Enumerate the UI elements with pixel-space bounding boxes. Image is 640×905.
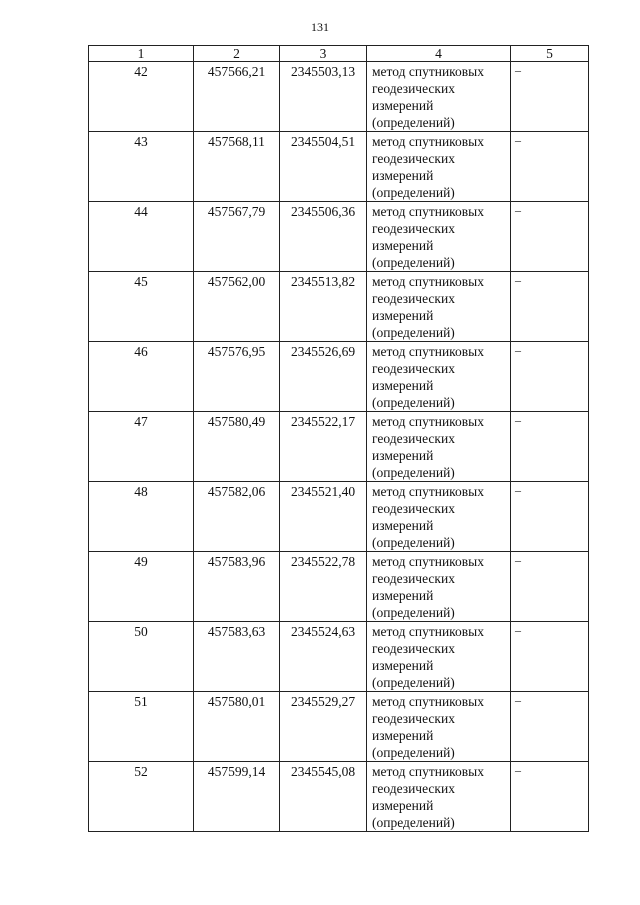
table-row: [89, 482, 589, 552]
y-coordinate-cell: 2345526,69: [280, 342, 367, 412]
table-row: [89, 342, 589, 412]
method-line: метод спутниковых: [372, 414, 484, 429]
method-line: метод спутниковых: [372, 484, 484, 499]
table-row: [89, 762, 589, 832]
method-cell: [367, 552, 511, 622]
point-number-cell: 48: [89, 482, 194, 552]
method-line: геодезических: [372, 431, 455, 446]
method-cell: [367, 622, 511, 692]
method-line: геодезических: [372, 571, 455, 586]
note-cell: [511, 272, 589, 342]
column-header-1: 1: [89, 46, 194, 62]
method-line: геодезических: [372, 361, 455, 376]
note-cell: [511, 482, 589, 552]
method-line: метод спутниковых: [372, 64, 484, 79]
table-header-row: [89, 46, 589, 62]
method-cell: [367, 62, 511, 132]
method-line: геодезических: [372, 291, 455, 306]
column-header-4: 4: [367, 46, 511, 62]
y-coordinate-cell: 2345504,51: [280, 132, 367, 202]
note-cell: [511, 692, 589, 762]
point-number-cell: 42: [89, 62, 194, 132]
method-cell: [367, 132, 511, 202]
method-line: (определений): [372, 185, 455, 200]
table-row: [89, 412, 589, 482]
method-line: (определений): [372, 325, 455, 340]
method-cell: [367, 202, 511, 272]
method-line: метод спутниковых: [372, 624, 484, 639]
y-coordinate-cell: 2345513,82: [280, 272, 367, 342]
y-coordinate-cell: 2345545,08: [280, 762, 367, 832]
x-coordinate-cell: 457580,49: [194, 412, 280, 482]
note-cell: [511, 202, 589, 272]
method-cell: [367, 692, 511, 762]
method-line: метод спутниковых: [372, 764, 484, 779]
column-header-2: 2: [194, 46, 280, 62]
x-coordinate-cell: 457576,95: [194, 342, 280, 412]
x-coordinate-cell: 457582,06: [194, 482, 280, 552]
method-line: метод спутниковых: [372, 134, 484, 149]
method-line: метод спутниковых: [372, 694, 484, 709]
x-coordinate-cell: 457583,63: [194, 622, 280, 692]
method-line: метод спутниковых: [372, 274, 484, 289]
method-line: (определений): [372, 675, 455, 690]
y-coordinate-cell: 2345522,17: [280, 412, 367, 482]
method-line: геодезических: [372, 81, 455, 96]
method-line: (определений): [372, 395, 455, 410]
x-coordinate-cell: 457562,00: [194, 272, 280, 342]
method-line: геодезических: [372, 221, 455, 236]
method-line: (определений): [372, 535, 455, 550]
method-line: геодезических: [372, 151, 455, 166]
method-line: (определений): [372, 605, 455, 620]
column-header-3: 3: [280, 46, 367, 62]
note-cell: [511, 622, 589, 692]
x-coordinate-cell: 457567,79: [194, 202, 280, 272]
x-coordinate-cell: 457580,01: [194, 692, 280, 762]
method-line: геодезических: [372, 711, 455, 726]
table-row: [89, 622, 589, 692]
x-coordinate-cell: 457568,11: [194, 132, 280, 202]
table-row: [89, 132, 589, 202]
coordinates-table: [88, 45, 589, 832]
table-row: [89, 552, 589, 622]
method-line: измерений: [372, 518, 434, 533]
point-number-cell: 45: [89, 272, 194, 342]
method-cell: [367, 272, 511, 342]
table-row: [89, 62, 589, 132]
y-coordinate-cell: 2345522,78: [280, 552, 367, 622]
note-dash: –: [515, 413, 521, 427]
point-number-cell: 52: [89, 762, 194, 832]
column-header-5: 5: [511, 46, 589, 62]
note-dash: –: [515, 483, 521, 497]
method-line: метод спутниковых: [372, 204, 484, 219]
method-line: (определений): [372, 815, 455, 830]
point-number-cell: 44: [89, 202, 194, 272]
method-line: метод спутниковых: [372, 344, 484, 359]
method-line: геодезических: [372, 781, 455, 796]
note-dash: –: [515, 343, 521, 357]
method-cell: [367, 412, 511, 482]
note-cell: [511, 762, 589, 832]
method-line: геодезических: [372, 501, 455, 516]
method-cell: [367, 762, 511, 832]
method-line: измерений: [372, 448, 434, 463]
note-dash: –: [515, 693, 521, 707]
table-body: [89, 62, 589, 832]
y-coordinate-cell: 2345503,13: [280, 62, 367, 132]
method-line: измерений: [372, 98, 434, 113]
table-row: [89, 692, 589, 762]
note-dash: –: [515, 133, 521, 147]
note-cell: [511, 342, 589, 412]
method-line: геодезических: [372, 641, 455, 656]
note-cell: [511, 62, 589, 132]
y-coordinate-cell: 2345521,40: [280, 482, 367, 552]
method-line: измерений: [372, 658, 434, 673]
point-number-cell: 43: [89, 132, 194, 202]
page-number: 131: [311, 20, 329, 34]
method-cell: [367, 482, 511, 552]
note-dash: –: [515, 763, 521, 777]
method-line: измерений: [372, 798, 434, 813]
method-line: (определений): [372, 255, 455, 270]
x-coordinate-cell: 457566,21: [194, 62, 280, 132]
y-coordinate-cell: 2345524,63: [280, 622, 367, 692]
y-coordinate-cell: 2345506,36: [280, 202, 367, 272]
note-cell: [511, 552, 589, 622]
method-line: (определений): [372, 745, 455, 760]
point-number-cell: 50: [89, 622, 194, 692]
table-row: [89, 272, 589, 342]
note-dash: –: [515, 623, 521, 637]
point-number-cell: 46: [89, 342, 194, 412]
point-number-cell: 47: [89, 412, 194, 482]
note-cell: [511, 132, 589, 202]
method-cell: [367, 342, 511, 412]
note-dash: –: [515, 553, 521, 567]
method-line: измерений: [372, 168, 434, 183]
note-dash: –: [515, 63, 521, 77]
method-line: измерений: [372, 588, 434, 603]
y-coordinate-cell: 2345529,27: [280, 692, 367, 762]
method-line: измерений: [372, 378, 434, 393]
x-coordinate-cell: 457583,96: [194, 552, 280, 622]
method-line: (определений): [372, 465, 455, 480]
method-line: измерений: [372, 728, 434, 743]
x-coordinate-cell: 457599,14: [194, 762, 280, 832]
note-cell: [511, 412, 589, 482]
note-dash: –: [515, 273, 521, 287]
point-number-cell: 51: [89, 692, 194, 762]
method-line: метод спутниковых: [372, 554, 484, 569]
method-line: измерений: [372, 238, 434, 253]
point-number-cell: 49: [89, 552, 194, 622]
table-row: [89, 202, 589, 272]
method-line: (определений): [372, 115, 455, 130]
note-dash: –: [515, 203, 521, 217]
method-line: измерений: [372, 308, 434, 323]
